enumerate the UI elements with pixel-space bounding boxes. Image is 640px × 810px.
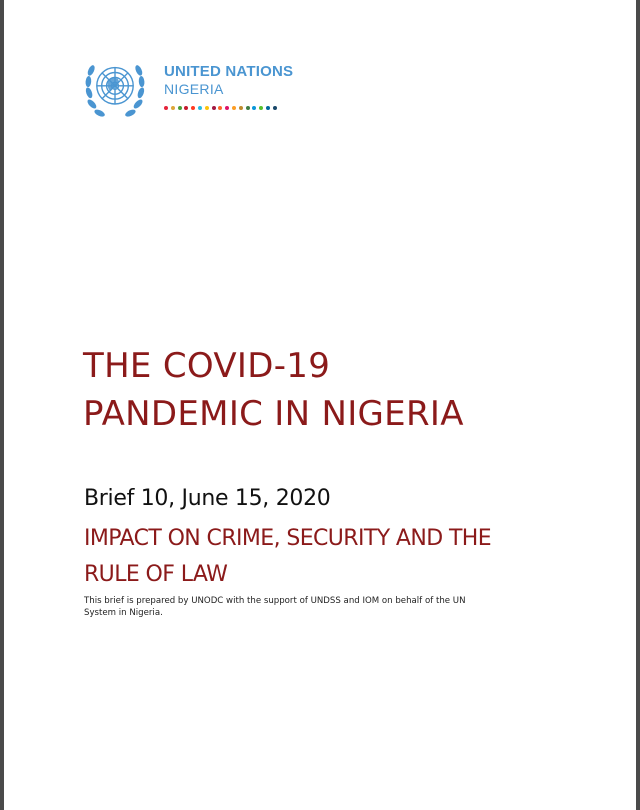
sdg-dot	[178, 106, 182, 110]
sdg-dot	[259, 106, 263, 110]
sdg-dot	[164, 106, 168, 110]
sdg-dot	[212, 106, 216, 110]
subtitle-line-1: IMPACT ON CRIME, SECURITY AND THE	[84, 526, 492, 551]
sdg-dot	[218, 106, 222, 110]
sdg-dot	[246, 106, 250, 110]
sdg-dot	[266, 106, 270, 110]
preparation-note	[84, 595, 564, 619]
sdg-dot	[232, 106, 236, 110]
note-line-2: System in Nigeria.	[84, 608, 163, 618]
note-line-1: This brief is prepared by UNODC with the support of UNDSS and IOM on behalf of the UN	[84, 596, 466, 606]
org-country: NIGERIA	[164, 81, 224, 97]
brief-date: Brief 10, June 15, 2020	[84, 486, 331, 511]
document-page	[4, 0, 636, 810]
page-title	[83, 342, 464, 438]
sdg-dot	[239, 106, 243, 110]
un-emblem-icon	[80, 55, 150, 125]
subtitle	[84, 521, 491, 593]
org-name: UNITED NATIONS	[164, 63, 294, 80]
title-line-2: PANDEMIC IN NIGERIA	[83, 394, 464, 434]
title-line-1: THE COVID-19	[83, 346, 331, 386]
sdg-dot	[205, 106, 209, 110]
sdg-dot	[191, 106, 195, 110]
sdg-dot	[252, 106, 256, 110]
subtitle-line-2: RULE OF LAW	[84, 562, 228, 587]
sdg-dot	[171, 106, 175, 110]
sdg-color-dots	[164, 106, 277, 110]
sdg-dot	[225, 106, 229, 110]
sdg-dot	[273, 106, 277, 110]
sdg-dot	[184, 106, 188, 110]
sdg-dot	[198, 106, 202, 110]
